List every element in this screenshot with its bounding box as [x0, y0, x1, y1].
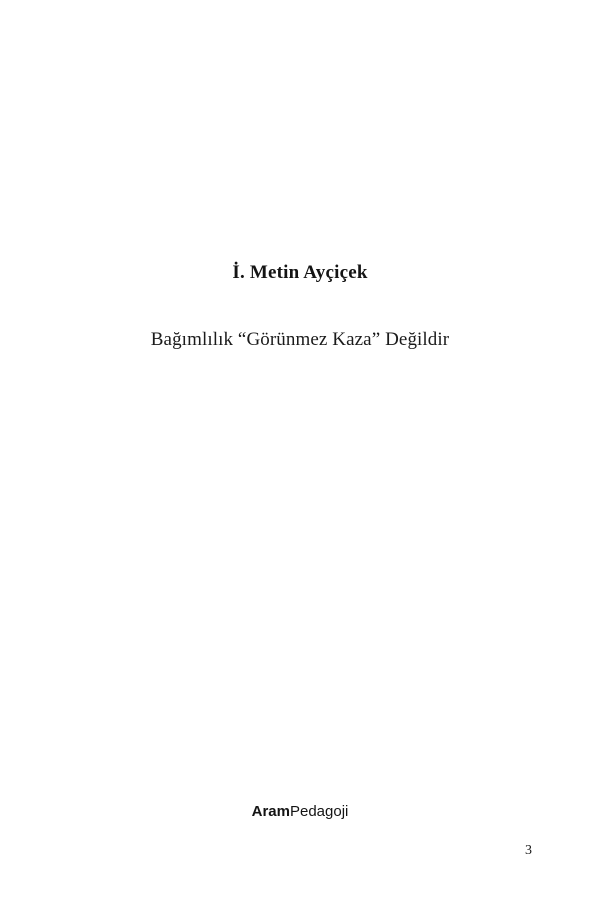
page-number: 3 [525, 843, 532, 858]
publisher-imprint [0, 803, 600, 820]
book-title: Bağımlılık “Görünmez Kaza” Değildir [150, 329, 450, 350]
title-block [0, 262, 600, 285]
author-name: İ. Metin Ayçiçek [232, 262, 368, 283]
publisher-name-secondary: Pedagoji [289, 803, 349, 820]
publisher-name-primary: Aram [251, 803, 290, 820]
